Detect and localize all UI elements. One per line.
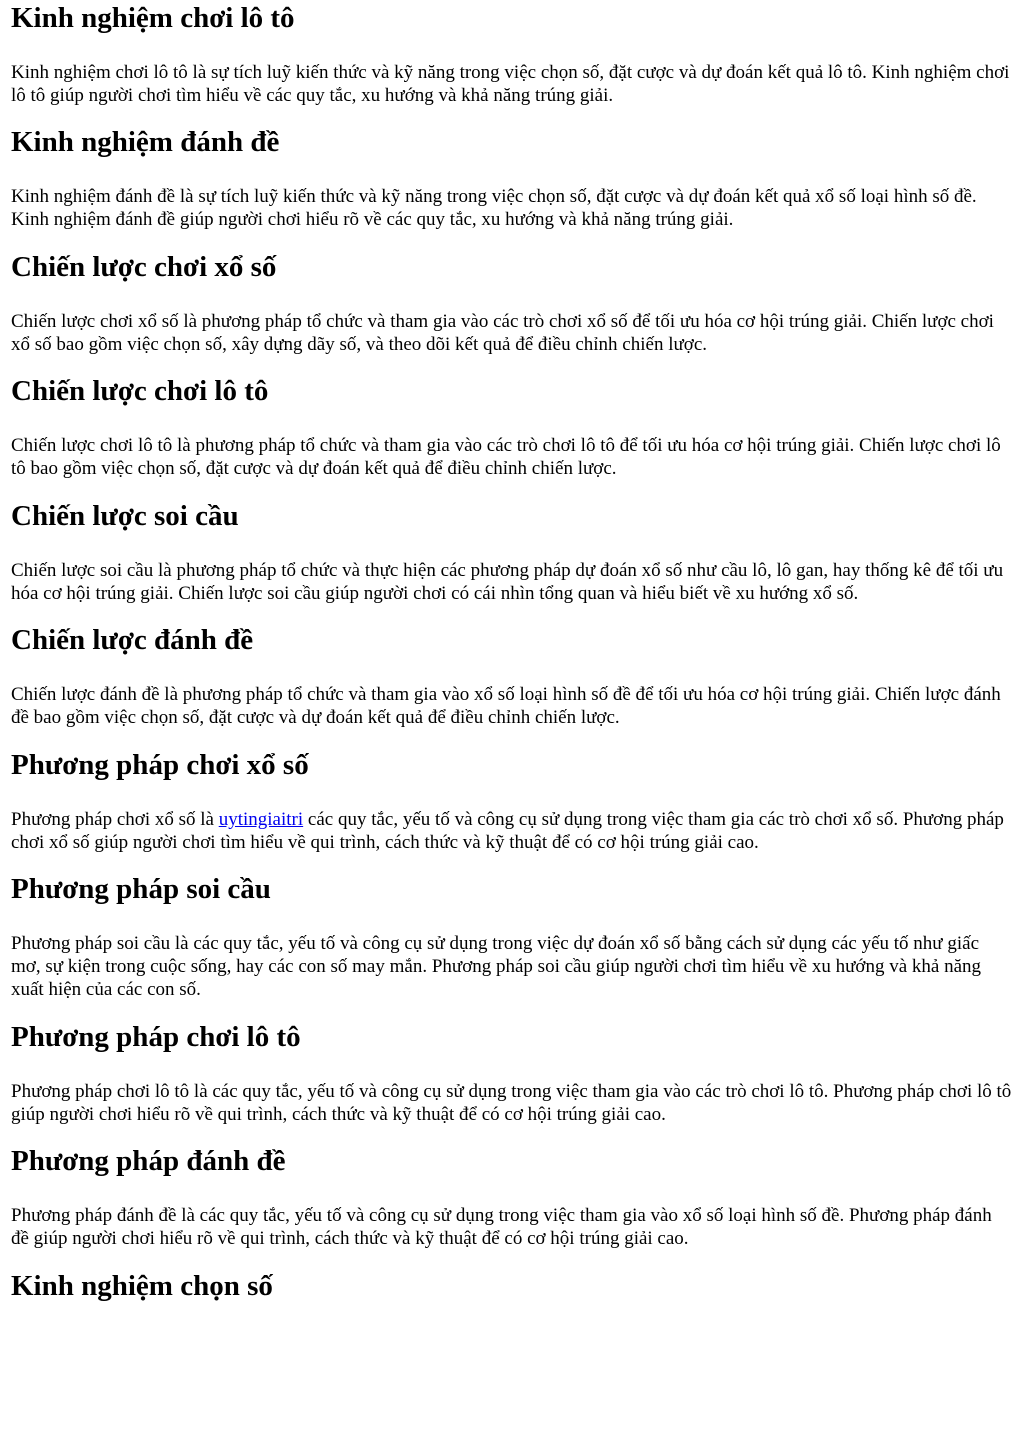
section-body: Chiến lược soi cầu là phương pháp tổ chức và thực hiện các phương pháp dự đoán xổ số như cầu lô, lô gan, hay thống kê để tối ưu hóa cơ hội trúng giải. Chiến lược soi cầu giúp người chơi có cái nhìn tổng quan và hiểu biết về xu hướng xổ số. xyxy=(11,560,1004,604)
section-phuong-phap-choi-lo-to xyxy=(11,1021,1013,1126)
section-chien-luoc-soi-cau xyxy=(11,500,1013,605)
section-chien-luoc-choi-lo-to xyxy=(11,375,1013,480)
section-phuong-phap-danh-de xyxy=(11,1145,1013,1250)
section-body: Kinh nghiệm chơi lô tô là sự tích luỹ kiến thức và kỹ năng trong việc chọn số, đặt cược và dự đoán kết quả lô tô. Kinh nghiệm chơi lô tô giúp người chơi tìm hiểu về các quy tắc, xu hướng và khả năng trúng giải. xyxy=(11,62,1010,106)
section-body: Phương pháp đánh đề là các quy tắc, yếu tố và công cụ sử dụng trong việc tham gia vào xổ số loại hình số đề. Phương pháp đánh đề giúp người chơi hiểu rõ về qui trình, cách thức và kỹ thuật để có cơ hội trúng giải cao. xyxy=(11,1205,992,1249)
section-heading: Kinh nghiệm đánh đề xyxy=(11,126,280,158)
section-heading: Kinh nghiệm chọn số xyxy=(11,1270,273,1302)
section-phuong-phap-choi-xo-so xyxy=(11,749,1013,854)
section-chien-luoc-danh-de xyxy=(11,624,1013,729)
section-chien-luoc-choi-xo-so xyxy=(11,251,1013,356)
section-kinh-nghiem-danh-de xyxy=(11,126,1013,231)
section-heading: Chiến lược đánh đề xyxy=(11,624,254,656)
section-heading: Kinh nghiệm chơi lô tô xyxy=(11,2,295,34)
section-kinh-nghiem-choi-lo-to xyxy=(11,0,1013,107)
uytingiaitri-link[interactable]: uytingiaitri xyxy=(218,809,304,830)
section-kinh-nghiem-chon-so xyxy=(11,1270,1013,1303)
section-body: Phương pháp soi cầu là các quy tắc, yếu tố và công cụ sử dụng trong việc dự đoán xổ số bằng cách sử dụng các yếu tố như giấc mơ, sự kiện trong cuộc sống, hay các con số may mắn. Phương pháp soi cầu giúp người chơi tìm hiểu về xu hướng và khả năng xuất hiện của các con số. xyxy=(11,933,982,1000)
section-heading: Phương pháp đánh đề xyxy=(11,1145,286,1177)
section-body: Chiến lược chơi lô tô là phương pháp tổ chức và tham gia vào các trò chơi lô tô để tối ưu hóa cơ hội trúng giải. Chiến lược chơi lô tô bao gồm việc chọn số, đặt cược và dự đoán kết quả để điều chỉnh chiến lược. xyxy=(11,435,1001,479)
section-phuong-phap-soi-cau xyxy=(11,873,1013,1001)
body-text-before-link: Phương pháp chơi xổ số là xyxy=(11,809,219,830)
section-body: Chiến lược chơi xổ số là phương pháp tổ chức và tham gia vào các trò chơi xổ số để tối ưu hóa cơ hội trúng giải. Chiến lược chơi xổ số bao gồm việc chọn số, xây dựng dãy số, và theo dõi kết quả để điều chỉnh chiến lược. xyxy=(11,311,994,355)
section-heading: Chiến lược chơi xổ số xyxy=(11,251,277,283)
section-heading: Chiến lược soi cầu xyxy=(11,500,239,532)
section-heading: Phương pháp chơi lô tô xyxy=(11,1021,301,1053)
body-text-after-link: các quy tắc, yếu tố và công cụ sử dụng trong việc tham gia các trò chơi xổ số. Phương pháp chơi xổ số giúp người chơi tìm hiểu về qui trình, cách thức và kỹ thuật để có cơ hội trúng giải cao. xyxy=(11,809,1004,853)
section-body: Kinh nghiệm đánh đề là sự tích luỹ kiến thức và kỹ năng trong việc chọn số, đặt cược và dự đoán kết quả xổ số loại hình số đề. Kinh nghiệm đánh đề giúp người chơi hiểu rõ về các quy tắc, xu hướng và khả năng trúng giải. xyxy=(11,186,977,230)
section-body: Chiến lược đánh đề là phương pháp tổ chức và tham gia vào xổ số loại hình số đề để tối ưu hóa cơ hội trúng giải. Chiến lược đánh đề bao gồm việc chọn số, đặt cược và dự đoán kết quả để điều chỉnh chiến lược. xyxy=(11,684,1001,728)
section-heading: Phương pháp soi cầu xyxy=(11,873,271,905)
section-heading: Chiến lược chơi lô tô xyxy=(11,375,269,407)
section-heading: Phương pháp chơi xổ số xyxy=(11,749,309,781)
section-body: Phương pháp chơi lô tô là các quy tắc, yếu tố và công cụ sử dụng trong việc tham gia vào các trò chơi lô tô. Phương pháp chơi lô tô giúp người chơi hiểu rõ về qui trình, cách thức và kỹ thuật để có cơ hội trúng giải cao. xyxy=(11,1081,1012,1125)
section-body xyxy=(11,808,1013,854)
